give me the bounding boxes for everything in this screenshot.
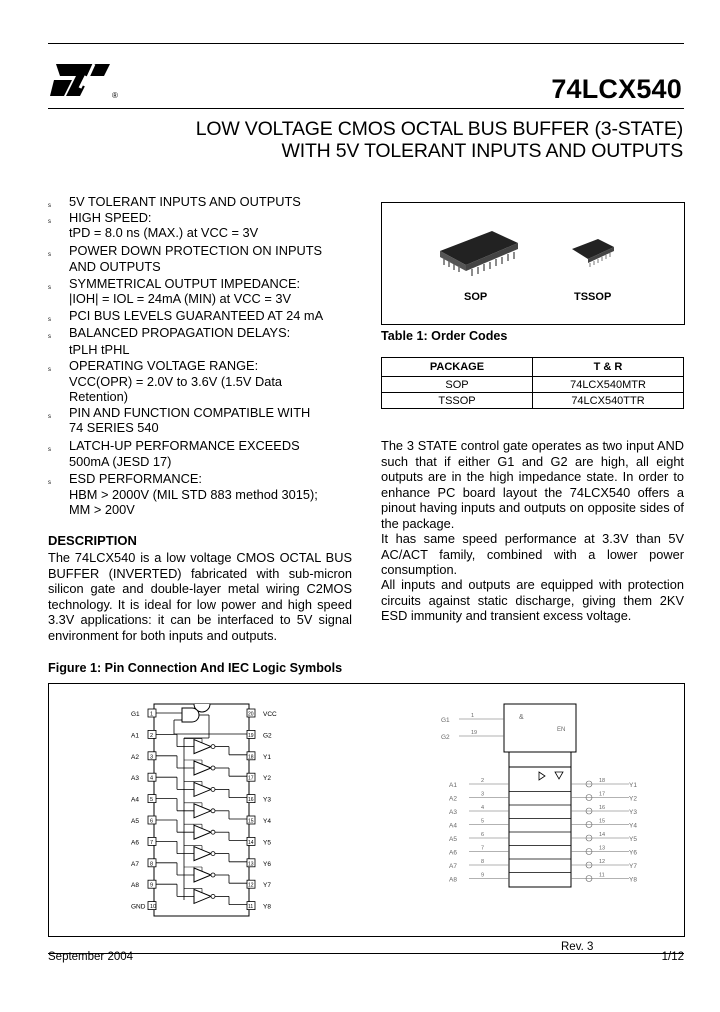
tssop-package-icon xyxy=(568,233,618,273)
iec-g2-label: G2 xyxy=(441,734,450,741)
table-row xyxy=(382,393,684,409)
iec-input-pin: 6 xyxy=(481,832,485,838)
iec-input-label: A7 xyxy=(449,863,457,870)
pin-label-left: A2 xyxy=(131,753,139,761)
pin-number-left: 6 xyxy=(150,818,154,825)
iec-input-pin: 4 xyxy=(481,805,485,811)
pin-label-right: Y5 xyxy=(263,839,271,847)
sop-label: SOP xyxy=(464,291,488,303)
iec-output-pin: 15 xyxy=(599,818,606,825)
order-table-caption: Table 1: Order Codes xyxy=(381,329,508,343)
pin-label-right: Y1 xyxy=(263,753,271,761)
part-number: 74LCX540 xyxy=(551,74,682,104)
top-rule xyxy=(48,43,684,44)
pin-number-right: 20 xyxy=(248,711,254,718)
iec-output-label: Y7 xyxy=(629,863,637,870)
revision: Rev. 3 xyxy=(561,941,594,953)
figure-caption: Figure 1: Pin Connection And IEC Logic Symbols xyxy=(48,661,343,675)
inverter-buffer xyxy=(194,825,211,839)
pin-label-left: A1 xyxy=(131,732,139,740)
pin-number-left: 4 xyxy=(150,775,154,782)
inverter-bubble xyxy=(211,745,215,749)
inverter-bubble xyxy=(211,766,215,770)
footer-rule xyxy=(48,953,684,954)
pin-number-left: 1 xyxy=(150,711,154,718)
package-box xyxy=(381,202,685,325)
inverter-bubble xyxy=(211,873,215,877)
iec-input-pin: 8 xyxy=(481,859,485,865)
inverter-bubble xyxy=(211,894,215,898)
iec-input-label: A4 xyxy=(449,822,457,830)
pin-label-left: A4 xyxy=(131,796,139,804)
figure-box xyxy=(48,683,685,937)
table-cell: SOP xyxy=(382,377,533,393)
pin-number-left: 3 xyxy=(150,754,154,761)
pin-number-left: 5 xyxy=(150,797,154,804)
page-number: 1/12 xyxy=(661,951,684,963)
iec-g2-pin: 19 xyxy=(471,730,478,736)
description-text: The 74LCX540 is a low voltage CMOS OCTAL BUS BUFFER (INVERTED) fabricated with sub-micron silicon gate and double-layer metal wiring C2MOS technology. It is ideal for low power and high speed 3.3V applications: it can be interfaced to 5V signal environment for both inputs and outputs. xyxy=(48,550,352,643)
right-paragraph-1: The 3 STATE control gate operates as two input AND such that if either G1 and G2 are high, all eight outputs are in the high impedance state. In order to enhance PC board layout the 74LCX540 offers a pinout having inputs and outputs on opposite sides of the package. xyxy=(381,438,684,531)
svg-text:®: ® xyxy=(112,91,118,100)
pin-label-left: A3 xyxy=(131,775,139,783)
inverter-buffer xyxy=(194,740,211,754)
inverter-buffer xyxy=(194,847,211,861)
right-paragraph-2: It has same speed performance at 3.3V than 5V AC/ACT family, combined with a lower power consumption. xyxy=(381,531,684,577)
description-heading: DESCRIPTION xyxy=(48,533,137,548)
iec-output-pin: 18 xyxy=(599,778,606,784)
iec-output-label: Y4 xyxy=(629,822,637,830)
right-paragraph-3: All inputs and outputs are equipped with protection circuits against static discharge, giving them 2KV ESD immunity and transient excess voltage. xyxy=(381,577,684,623)
iec-output-label: Y3 xyxy=(629,809,637,816)
iec-output-pin: 16 xyxy=(599,805,606,811)
pin-label-right: G2 xyxy=(263,732,272,740)
table-header: PACKAGE xyxy=(382,358,533,377)
pin-label-right: Y2 xyxy=(263,775,271,783)
iec-output-label: Y2 xyxy=(629,795,637,803)
pin-number-left: 7 xyxy=(150,839,154,846)
inverter-bubble xyxy=(211,809,215,813)
iec-input-label: A3 xyxy=(449,809,457,816)
pin-number-right: 19 xyxy=(248,732,254,739)
pin-label-left: GND xyxy=(131,903,146,911)
title-rule xyxy=(48,108,684,109)
st-logo xyxy=(50,60,122,100)
iec-input-pin: 5 xyxy=(481,818,485,825)
pin-connection-diagram xyxy=(49,684,349,934)
iec-output-pin: 11 xyxy=(599,872,605,879)
iec-input-label: A1 xyxy=(449,782,457,789)
tssop-label: TSSOP xyxy=(574,291,612,303)
pin-number-right: 13 xyxy=(248,861,254,868)
inverter-buffer xyxy=(194,804,211,818)
pin-number-left: 9 xyxy=(150,882,154,889)
iec-output-label: Y8 xyxy=(629,876,637,884)
iec-output-pin: 13 xyxy=(599,845,606,852)
table-header: T & R xyxy=(533,358,684,377)
inverter-bubble xyxy=(211,787,215,791)
pin-label-right: Y4 xyxy=(263,818,271,825)
iec-g1-pin: 1 xyxy=(471,713,475,719)
footer-date: September 2004 xyxy=(48,951,134,963)
pin-label-left: A6 xyxy=(131,839,139,847)
inverter-buffer xyxy=(194,782,211,796)
iec-output-pin: 14 xyxy=(599,832,606,838)
iec-output-label: Y1 xyxy=(629,782,637,789)
buffer-block xyxy=(509,767,571,887)
table-cell: 74LCX540TTR xyxy=(533,393,684,409)
iec-input-label: A8 xyxy=(449,876,457,884)
pin-label-left: G1 xyxy=(131,711,140,718)
sop-package-icon xyxy=(432,221,522,281)
table-header-row xyxy=(382,358,684,377)
pin-label-left: A5 xyxy=(131,818,139,825)
iec-output-pin: 12 xyxy=(599,859,606,865)
iec-output-pin: 17 xyxy=(599,791,606,798)
iec-input-label: A5 xyxy=(449,836,457,843)
pin-label-right: Y7 xyxy=(263,882,271,890)
pin-label-left: A7 xyxy=(131,860,139,868)
iec-logic-symbol xyxy=(439,699,649,919)
iec-input-label: A2 xyxy=(449,795,457,803)
iec-and-label: & xyxy=(519,714,524,721)
iec-input-label: A6 xyxy=(449,849,457,857)
iec-output-label: Y5 xyxy=(629,836,637,843)
pin-label-right: Y3 xyxy=(263,796,271,804)
pin-number-right: 12 xyxy=(248,882,254,889)
pin-label-right: Y6 xyxy=(263,860,271,868)
pin-number-left: 2 xyxy=(150,732,154,739)
pin-label-left: A8 xyxy=(131,882,139,890)
pin-number-right: 15 xyxy=(248,818,254,825)
inverter-bubble xyxy=(211,830,215,834)
iec-output-label: Y6 xyxy=(629,849,637,857)
inverter-buffer xyxy=(194,889,211,903)
inverter-buffer xyxy=(194,868,211,882)
subtitle-line-1: LOW VOLTAGE CMOS OCTAL BUS BUFFER (3-STATE) xyxy=(195,118,683,140)
iec-input-pin: 7 xyxy=(481,845,485,852)
and-gate xyxy=(182,708,199,722)
pin-label-right: Y8 xyxy=(263,903,271,911)
iec-g1-label: G1 xyxy=(441,717,450,724)
pin-number-right: 11 xyxy=(248,904,254,911)
pin-number-right: 18 xyxy=(248,754,254,761)
pin-number-left: 10 xyxy=(150,904,157,911)
inverter-bubble xyxy=(211,852,215,856)
pin-number-right: 16 xyxy=(248,797,254,804)
table-cell: 74LCX540MTR xyxy=(533,377,684,393)
pin-number-right: 14 xyxy=(248,839,254,846)
iec-en-label: EN xyxy=(557,727,566,733)
iec-input-pin: 3 xyxy=(481,791,485,798)
pin-number-right: 17 xyxy=(248,775,254,782)
buffer-symbol xyxy=(539,772,545,780)
table-cell: TSSOP xyxy=(382,393,533,409)
iec-input-pin: 9 xyxy=(481,872,485,879)
pin-label-right: VCC xyxy=(263,711,277,718)
inverter-buffer xyxy=(194,761,211,775)
order-codes-table xyxy=(381,357,684,409)
tristate-symbol xyxy=(555,772,563,779)
pin-number-left: 8 xyxy=(150,861,154,868)
table-row xyxy=(382,377,684,393)
iec-input-pin: 2 xyxy=(481,778,485,784)
subtitle-line-2: WITH 5V TOLERANT INPUTS AND OUTPUTS xyxy=(281,140,683,162)
